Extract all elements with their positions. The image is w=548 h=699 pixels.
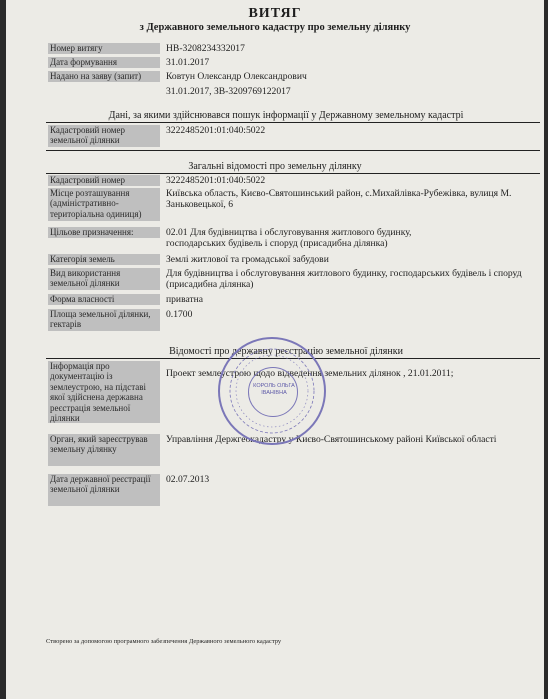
documentation-label: Інформація про документацію із землеустрою, на підставі якої здійснена державна реєстрація земельної ділянки: [48, 361, 160, 423]
requested-by-label: Надано на заяву (запит): [48, 71, 160, 82]
divider: [46, 173, 540, 174]
registration-date-label: Дата державної реєстрації земельної ділянки: [48, 474, 160, 506]
footer-note: Створено за допомогою програмного забезпечення Державного земельного кадастру: [46, 638, 282, 645]
registration-date-value: 02.07.2013: [166, 474, 210, 485]
search-cadastral-label: Кадастровий номер земельної ділянки: [48, 125, 160, 147]
documentation-value: Проект землеустрою щодо відведення земельних ділянок , 21.01.2011;: [166, 368, 454, 379]
area-value: 0.1700: [166, 309, 193, 320]
document-page: [6, 0, 544, 699]
usage-type-value: Для будівництва і обслуговування житлового будинку, господарських будівель і споруд (присадибна ділянка): [166, 268, 522, 291]
request-number-value: 31.01.2017, ЗВ-3209769122017: [166, 86, 291, 97]
ownership-label: Форма власності: [48, 294, 160, 305]
registering-body-label: Орган, який зареєстрував земельну ділянку: [48, 434, 160, 466]
ownership-value: приватна: [166, 294, 204, 305]
purpose-value: 02.01 Для будівництва і обслуговування житлового будинку, господарських будівель і споруд (присадибна ділянка): [166, 227, 412, 250]
location-label: Місце розташування (адміністративно-територіальна одиниця): [48, 188, 160, 221]
search-cadastral-value: 3222485201:01:040:5022: [166, 125, 266, 136]
requested-by-value: Ковтун Олександр Олександрович: [166, 71, 307, 82]
official-stamp: [218, 337, 326, 445]
registration-section-header: Відомості про державну реєстрацію земельної ділянки: [169, 346, 403, 357]
document-subtitle: з Державного земельного кадастру про земельну ділянку: [139, 22, 411, 33]
stamp-name: КОРОЛЬ ОЛЬГА ІВАНІВНА: [253, 383, 295, 396]
area-label: Площа земельної ділянки, гектарів: [48, 309, 160, 331]
cadastral-number-label: Кадастровий номер: [48, 175, 160, 186]
purpose-label: Цільове призначення:: [48, 227, 160, 238]
registering-body-value: Управління Держгеокадастру у Києво-Святошинському районі Київської області: [166, 434, 497, 445]
document-title: ВИТЯГ: [248, 6, 302, 21]
location-value: Київська область, Києво-Святошинський район, с.Михайлівка-Рубежівка, вулиця М. Заньковецької, 6: [166, 188, 512, 211]
land-category-label: Категорія земель: [48, 254, 160, 265]
land-category-value: Землі житлової та громадської забудови: [166, 254, 329, 265]
formation-date-label: Дата формування: [48, 57, 160, 68]
usage-type-label: Вид використання земельної ділянки: [48, 268, 160, 290]
divider: [46, 122, 540, 123]
cadastral-number-value: 3222485201:01:040:5022: [166, 175, 266, 186]
general-section-header: Загальні відомості про земельну ділянку: [188, 161, 362, 172]
extract-number-label: Номер витягу: [48, 43, 160, 54]
divider: [46, 150, 540, 151]
formation-date-value: 31.01.2017: [166, 57, 210, 68]
extract-number-value: НВ-3208234332017: [166, 43, 245, 54]
search-section-header: Дані, за якими здійснювався пошук інформації у Державному земельному кадастрі: [108, 110, 464, 121]
